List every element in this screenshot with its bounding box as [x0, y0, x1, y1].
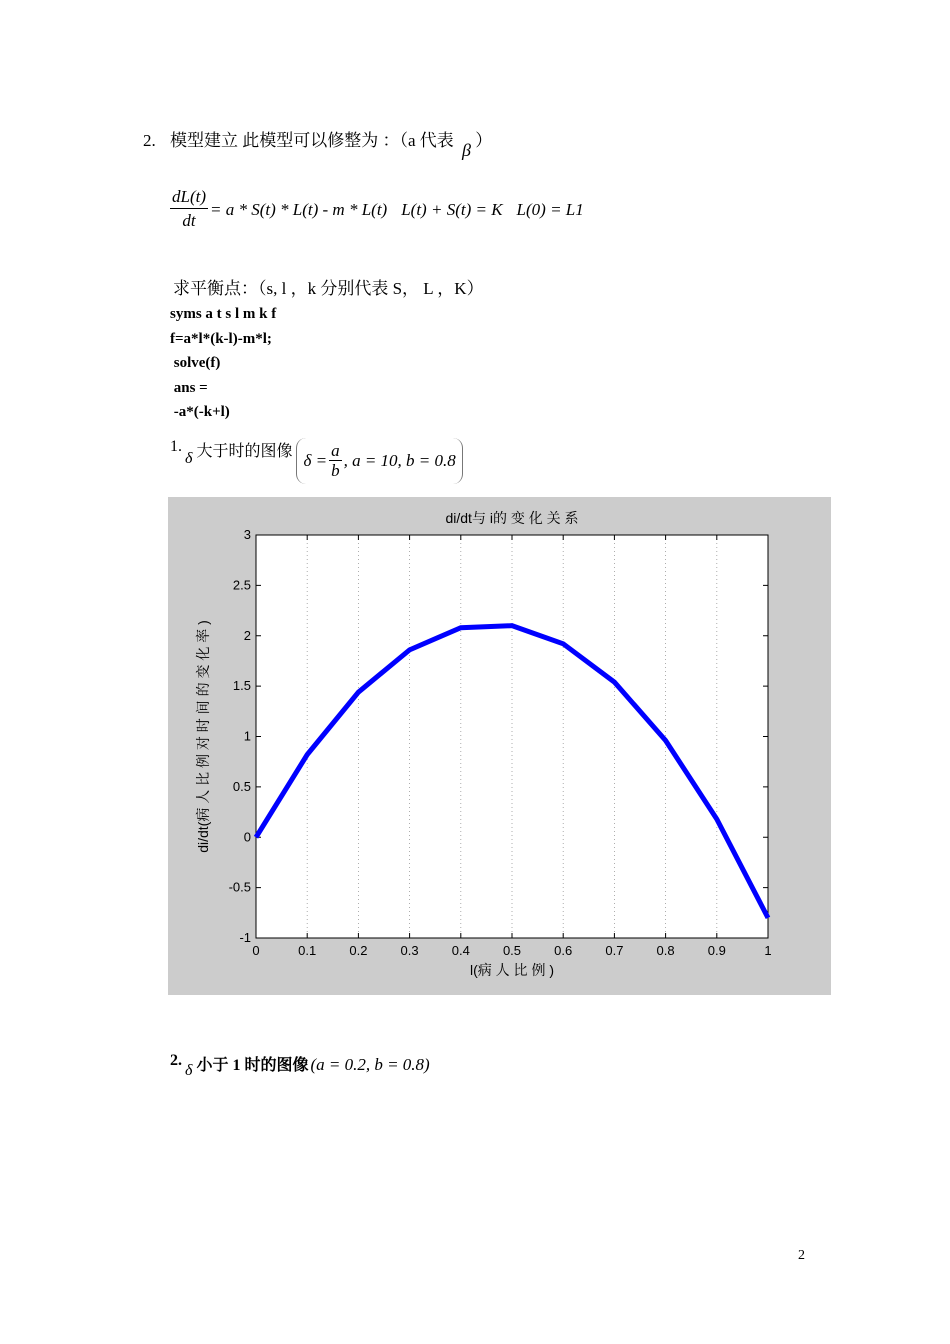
x-tick-label: 0.2 [349, 943, 368, 958]
chart-figure [168, 497, 831, 995]
section-close: ） [475, 131, 493, 150]
case1-fraction-den: b [331, 460, 340, 480]
case1-number: 1. [170, 438, 182, 455]
equilibrium-heading: 求平衡点：（s, l ，k 分别代表 S， L ，K） [173, 279, 484, 298]
case2-formula: (a = 0.2, b = 0.8) [310, 1055, 430, 1074]
y-tick-label: 1.5 [232, 678, 251, 694]
x-tick-label: 0.7 [605, 943, 624, 958]
derivative-numerator: dL(t) [170, 186, 208, 209]
x-tick-label: 0.1 [298, 943, 317, 958]
y-tick-label: 0 [243, 829, 251, 845]
case1-formula-left: δ = [303, 451, 328, 470]
y-tick-label: 3 [243, 527, 251, 542]
equation-rhs: = a * S(t) * L(t) - m * L(t) [210, 199, 388, 219]
code-line: f=a*l*(k-l)-m*l; [170, 330, 272, 347]
case2-number: 2. [170, 1052, 182, 1069]
x-tick-label: 0.4 [451, 943, 470, 958]
initial-condition: L(0) = L1 [516, 199, 584, 219]
code-line: syms a t s l m k f [170, 306, 277, 322]
y-tick-label: -1 [239, 930, 251, 945]
y-axis-label: di/dt(病 人 比 例 对 时 间 的 变 化 率 ) [195, 620, 211, 853]
delta-symbol: δ [185, 1062, 193, 1079]
constraint-sum: L(t) + S(t) = K [401, 199, 503, 219]
y-tick-label: -0.5 [228, 879, 251, 895]
code-block [170, 302, 276, 425]
case1-heading [170, 438, 463, 484]
x-tick-label: 1 [764, 943, 772, 958]
section-heading [143, 126, 493, 160]
y-tick-label: 2.5 [232, 577, 251, 593]
y-tick-label: 1 [243, 728, 251, 744]
y-tick-label: 0.5 [232, 778, 251, 794]
x-tick-label: 0 [252, 943, 260, 958]
derivative-fraction [170, 186, 208, 233]
beta-symbol: β [462, 140, 472, 160]
y-tick-label: 2 [243, 627, 251, 643]
code-line: ans = [170, 379, 208, 396]
x-tick-label: 0.9 [707, 943, 726, 958]
code-line: solve(f) [170, 355, 221, 371]
x-tick-label: 0.5 [502, 943, 522, 958]
code-line: -a*(-k+l) [170, 404, 230, 420]
section-text: 模型建立 此模型可以修整为 ：（a 代表 [170, 131, 454, 150]
derivative-denominator: dt [182, 211, 196, 230]
delta-symbol: δ [185, 450, 193, 467]
case1-formula [296, 438, 462, 484]
x-axis-label: l(病 人 比 例 ) [470, 962, 554, 978]
case1-fraction-num: a [331, 440, 340, 460]
case2-text: 小于 1 时的图像 [196, 1057, 309, 1074]
chart-title: di/dt与 i的 变 化 关 系 [445, 510, 579, 526]
line-chart [168, 497, 831, 995]
case1-fraction [329, 442, 342, 481]
section-number: 2. [143, 131, 156, 150]
x-tick-label: 0.3 [400, 943, 419, 958]
x-tick-label: 0.6 [554, 943, 573, 958]
case1-formula-right: , a = 10, b = 0.8 [343, 451, 456, 470]
x-tick-label: 0.8 [656, 943, 675, 958]
differential-equation [170, 186, 584, 233]
case1-text: 大于时的图像 [196, 443, 293, 460]
page-number: 2 [798, 1248, 805, 1263]
case2-heading [170, 1052, 430, 1079]
